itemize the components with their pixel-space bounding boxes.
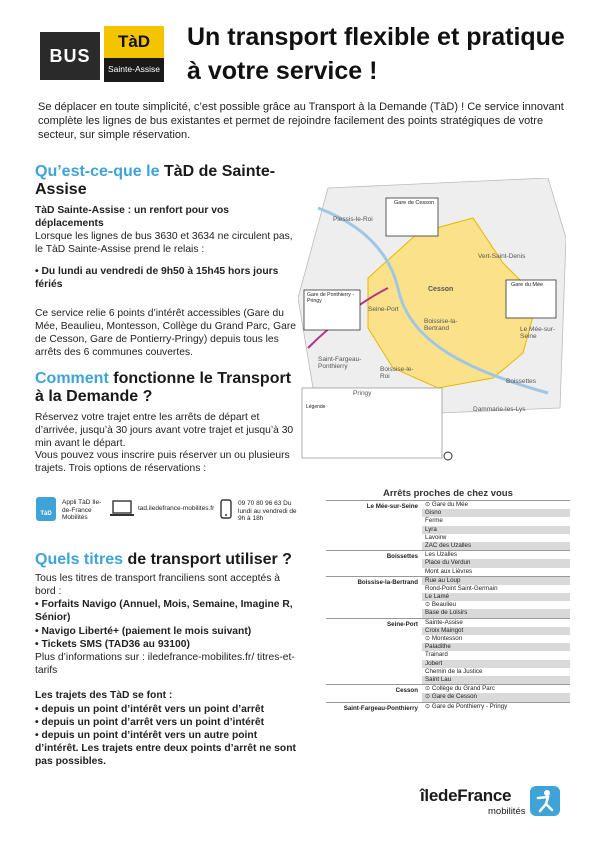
map-label-boissettes: Boissettes xyxy=(506,378,536,385)
stop-item: Chemin de la Justice xyxy=(425,667,483,675)
stop-item: Lavoirw xyxy=(425,533,447,541)
map-box-ponthierry: Gare de Ponthierry - Pringy xyxy=(307,292,354,304)
idf-logo-word xyxy=(420,786,511,806)
idf-logo-text: îledeFrance xyxy=(420,786,512,805)
section-title-tickets-hl: Quels titres xyxy=(35,551,124,568)
tad-badge-label: TàD xyxy=(104,26,164,58)
stop-item: Jobert xyxy=(422,660,570,668)
tad-badge xyxy=(104,26,164,82)
stop-item: Base de Loisirs xyxy=(422,609,570,617)
stop-item: Rond-Point Saint-Germain xyxy=(425,584,498,592)
stops-city: Cesson xyxy=(395,687,418,695)
stop-item: Les Uzalles xyxy=(425,551,457,559)
map-label-pringy: Pringy xyxy=(353,390,372,397)
stops-table xyxy=(326,500,570,712)
section-title-what-rest: TàD de Sainte-Assise xyxy=(35,163,276,198)
idf-logo-icon xyxy=(530,786,560,816)
section3-c3: • depuis un point d’intérêt vers un autre point d’intérêt. Les trajets entre deux points d’arrêt ne sont pas possibles. xyxy=(35,730,296,767)
stop-item: Mont aux Lièvres xyxy=(425,567,473,575)
stop-item: Place du Verdun xyxy=(422,559,570,567)
map-label-vert-saint-denis: Vert-Saint-Denis xyxy=(478,253,526,260)
phone-icon xyxy=(218,499,234,519)
section-title-what-hl: Qu’est-ce-que le xyxy=(35,163,160,180)
section2-p1: Réservez votre trajet entre les arrêts de départ et d’arrivée, jusqu’à 30 jours avant votre trajet et jusqu’à 30 min avant le départ. xyxy=(35,412,294,449)
section1-p1: Lorsque les lignes de bus 3630 et 3634 ne circulent pas, le TàD Sainte-Assise prend le relais : xyxy=(35,231,293,255)
stops-city: Le Mée-sur-Seine xyxy=(366,503,418,510)
reservation-phone-text[interactable]: 09 70 80 96 63 Du lundi au vendredi de 9h à 18h xyxy=(238,500,297,522)
map-label-saint-fargeau: Saint-Fargeau-Ponthierry xyxy=(318,356,362,370)
page-title: Un transport flexible et pratique à votre service ! xyxy=(187,23,565,85)
stop-item: Le Lamé xyxy=(422,593,570,601)
section-title-how-rest: fonctionne le Transport à la Demande ? xyxy=(35,370,292,405)
section-title-what xyxy=(35,163,285,199)
map-label-cesson: Cesson xyxy=(428,286,454,293)
stops-city: Seine-Port xyxy=(387,620,418,628)
laptop-icon xyxy=(109,499,135,519)
stops-table-title: Arrêts proches de chez vous xyxy=(383,488,513,499)
stops-group xyxy=(326,550,570,576)
stops-city: Boissettes xyxy=(386,553,418,561)
stop-item: Trainard xyxy=(425,651,448,659)
section1-bullet: • Du lundi au vendredi de 9h50 à 15h45 hors jours fériés xyxy=(35,266,279,290)
stop-item: Paladithe xyxy=(422,643,570,651)
section3-b2: • Navigo Liberté+ (paiement le mois suivant) xyxy=(35,626,252,637)
map-label-boissise-la-bertrand: Boissise-la-Bertrand xyxy=(424,318,458,332)
stops-city: Saint-Fargeau-Ponthierry xyxy=(343,704,418,712)
map-box-mee: Gare du Mée xyxy=(511,282,544,288)
map-legend-title: Légende xyxy=(306,404,326,410)
intro-text: Se déplacer en toute simplicité, c’est possible grâce au Transport à la Demande (TàD) ! Ce service innovant complète les lignes de bus existantes et permet de rejoindre facilement des points stratégiques de votre secteur, sur simple réservation. xyxy=(38,101,564,141)
section1-p2: Ce service relie 6 points d’intérêt accessibles (Gare du Mée, Beaulieu, Montesson, Collège du Grand Parc, Gare de Cesson, Gare de Pontierry-Pringy) depuis tous les arrêts des 6 communes couvertes. xyxy=(35,308,296,358)
stop-item: Rue au Loup xyxy=(422,577,570,585)
map-label-dammarie: Dammarie-les-Lys xyxy=(473,406,526,413)
map-label-le-mee: Le Mée-sur-Seine xyxy=(520,326,556,340)
section3-p1: Tous les titres de transport franciliens sont acceptés à bord : xyxy=(35,573,280,597)
map-label-seine-port: Seine-Port xyxy=(368,306,399,313)
section1-subtitle: TàD Sainte-Assise : un renfort pour vos déplacements xyxy=(35,205,229,229)
stops-group xyxy=(326,702,570,712)
idf-logo-sub: mobilités xyxy=(488,806,526,817)
reservation-app-text: Appli TàD Ile-de-France Mobilités xyxy=(62,499,102,521)
reservation-web-text[interactable]: tad.iledefrance-mobilites.fr xyxy=(138,505,215,512)
section3-p3: Les trajets des TàD se font : xyxy=(35,690,173,701)
stop-item: ⊙ Gare de Cesson xyxy=(422,693,570,701)
app-icon[interactable]: TàD xyxy=(36,497,56,521)
section3-c2: • depuis un point d’arrêt vers un point d’intérêt xyxy=(35,717,265,728)
map-label-plessis: Plessis-le-Roi xyxy=(333,216,373,223)
stops-group xyxy=(326,500,570,550)
stop-item: ⊙ Gare de Ponthierry - Pringy xyxy=(425,702,508,710)
stops-group xyxy=(326,576,570,618)
map-box-cesson: Gare de Cesson xyxy=(394,200,435,206)
stop-item: ⊙ Montesson xyxy=(425,635,463,642)
tad-badge-sub: Sainte-Assise xyxy=(108,64,160,74)
section3-b1: • Forfaits Navigo (Annuel, Mois, Semaine, Imagine R, Sénior) xyxy=(35,599,293,623)
stop-item: ⊙ Collège du Grand Parc xyxy=(425,685,495,693)
section3-b3: • Tickets SMS (TAD36 au 93100) xyxy=(35,639,190,650)
stop-item: Sainte-Assise xyxy=(425,618,463,626)
stop-item: Saint Lau xyxy=(422,676,570,684)
stop-item: Gisno xyxy=(422,509,570,517)
section2-p2: Vous pouvez vous inscrire puis réserver un ou plusieurs trajets. Trois options de réservations : xyxy=(35,450,290,474)
network-map xyxy=(298,178,566,478)
section-title-how xyxy=(35,370,300,406)
stop-item: ⊙ Beaulieu xyxy=(425,601,456,609)
section-title-tickets-rest: de transport utiliser ? xyxy=(127,551,292,568)
bus-badge: BUS xyxy=(40,32,100,80)
stop-item: Ferme xyxy=(425,517,443,525)
section-title-how-hl: Comment xyxy=(35,370,109,387)
stop-item: Croix Maingot xyxy=(422,627,570,635)
section3-p2[interactable]: Plus d’informations sur : iledefrance-mobilites.fr/ titres-et-tarifs xyxy=(35,652,295,676)
stop-item: ZAC des Uzalles xyxy=(422,542,570,550)
section3-c1: • depuis un point d’intérêt vers un point d’arrêt xyxy=(35,704,265,715)
stop-item: Lyra xyxy=(422,526,570,534)
stops-city: Boissise-la-Bertrand xyxy=(357,578,418,586)
stop-item: ⊙ Gare du Mée xyxy=(425,501,469,508)
stops-group xyxy=(326,618,570,685)
stops-group xyxy=(326,684,570,701)
map-label-boissise-le-roi: Boissise-le-Roi xyxy=(380,366,414,380)
section-title-tickets xyxy=(35,551,315,569)
